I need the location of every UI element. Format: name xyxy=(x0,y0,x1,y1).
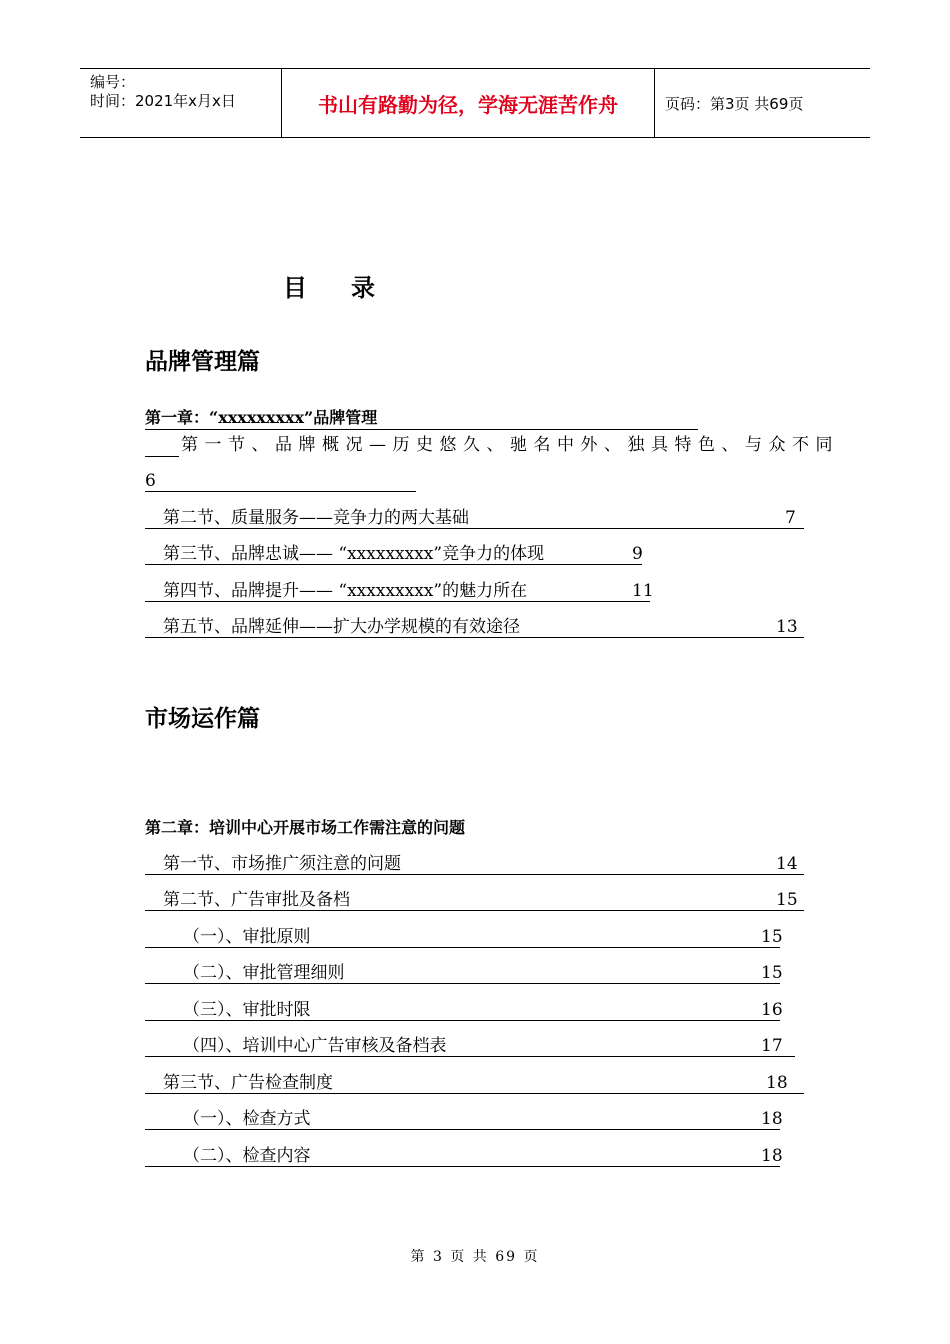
entry-text: 第三节、广告检查制度 xyxy=(163,1073,333,1093)
part-title: 市场运作篇 xyxy=(145,706,260,732)
page-header xyxy=(80,68,870,138)
entry-page: 18 xyxy=(766,1073,788,1093)
toc-entry[interactable] xyxy=(145,1145,783,1167)
toc-entry[interactable] xyxy=(145,580,654,602)
entry-page: 7 xyxy=(785,508,796,528)
toc-title: 目录 xyxy=(283,274,419,302)
toc-entry[interactable] xyxy=(145,889,804,911)
page-footer: 第 3 页 共 69 页 xyxy=(410,1249,540,1265)
entry-text: 第二节、质量服务——竞争力的两大基础 xyxy=(163,508,469,528)
entry-text: 第一节、品牌概况—历史悠久、驰名中外、独具特色、与众不同 xyxy=(181,435,839,455)
part-title: 品牌管理篇 xyxy=(145,349,260,375)
entry-page: 17 xyxy=(761,1036,783,1056)
header-slogan: 书山有路勤为径，学海无涯苦作舟 xyxy=(282,69,655,137)
header-meta xyxy=(80,69,282,137)
entry-text: （四）、培训中心广告审核及备档表 xyxy=(183,1036,447,1056)
entry-text: 第二节、广告审批及备档 xyxy=(163,890,350,910)
header-page-info: 页码：第3页 共69页 xyxy=(665,94,804,113)
entry-page: 13 xyxy=(776,617,798,637)
toc-entry[interactable] xyxy=(145,616,804,638)
entry-page: 18 xyxy=(761,1146,783,1166)
entry-text: 第一节、市场推广须注意的问题 xyxy=(163,854,401,874)
toc-entry[interactable] xyxy=(145,543,642,565)
entry-page: 11 xyxy=(632,581,654,601)
toc-entry[interactable] xyxy=(145,999,783,1021)
toc-entry[interactable] xyxy=(145,1072,804,1094)
toc-entry[interactable] xyxy=(145,507,804,529)
chapter-title: 第二章：培训中心开展市场工作需注意的问题 xyxy=(145,818,466,837)
toc-entry[interactable] xyxy=(145,853,804,875)
entry-text: （三）、审批时限 xyxy=(183,1000,311,1020)
entry-page: 9 xyxy=(632,544,643,564)
entry-text: 第四节、品牌提升—— “xxxxxxxxx”的魅力所在 xyxy=(163,581,528,601)
entry-text: （二）、检查内容 xyxy=(183,1146,311,1166)
chapter-title: 第一章：“xxxxxxxxx”品牌管理 xyxy=(145,408,698,430)
toc-entry[interactable] xyxy=(145,1035,795,1057)
entry-text: 第三节、品牌忠诚—— “xxxxxxxxx”竞争力的体现 xyxy=(163,544,545,564)
entry-text: 第五节、品牌延伸——扩大办学规模的有效途径 xyxy=(163,617,520,637)
entry-indent-line xyxy=(145,435,179,457)
toc-entry[interactable] xyxy=(145,1108,783,1130)
entry-text: （二）、审批管理细则 xyxy=(183,963,345,983)
entry-text: （一）、审批原则 xyxy=(183,927,311,947)
toc-entry[interactable] xyxy=(145,962,783,984)
number-label: 编号： xyxy=(90,73,136,91)
entry-page: 15 xyxy=(776,890,798,910)
entry-page: 15 xyxy=(761,963,783,983)
entry-page: 14 xyxy=(776,854,798,874)
entry-page: 16 xyxy=(761,1000,783,1020)
entry-text: （一）、检查方式 xyxy=(183,1109,311,1129)
toc-entry[interactable] xyxy=(145,926,783,948)
entry-page: 18 xyxy=(761,1109,783,1129)
entry-page: 6 xyxy=(145,471,416,492)
time-label: 时间：2021年x月x日 xyxy=(90,92,236,110)
entry-page: 15 xyxy=(761,927,783,947)
